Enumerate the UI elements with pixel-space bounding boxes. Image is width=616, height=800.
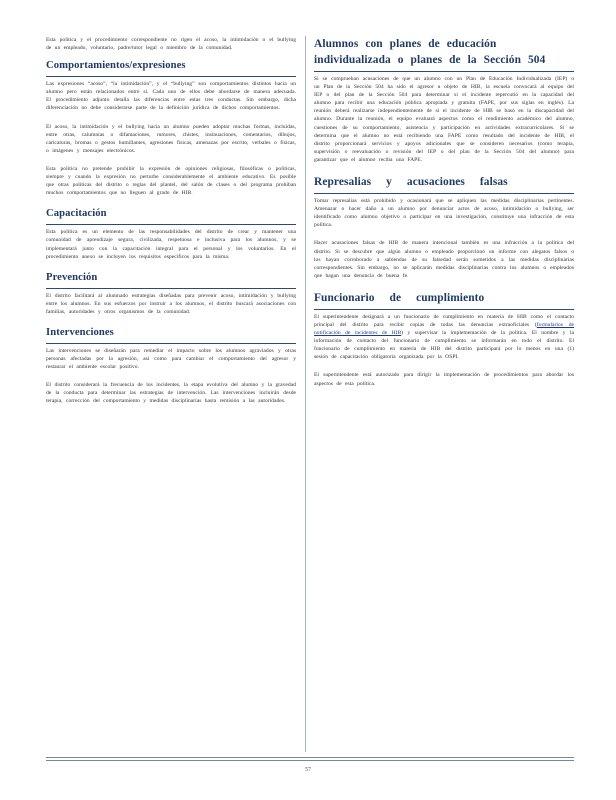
section-prevencion bbox=[46, 271, 296, 316]
footer-rule bbox=[46, 760, 574, 761]
section-iep-504 bbox=[314, 36, 574, 164]
section-intervenciones bbox=[46, 326, 296, 406]
paragraph: Esta política es un elemento de las responsabilidades del distrito de crear y mantener una comunidad de aprendizaje segura, civilizada, respetuosa e inclusiva para los alumnos, y se implementará junto con la capacitación integral para el personal y los voluntarios. En el procedimiento anexo se incluyen los requisitos específicos para la misma. bbox=[46, 229, 296, 260]
paragraph: El distrito considerará la frecuencia de los incidentes, la etapa evolutiva del alumno y la gravedad de la conducta para determinar las estrategias de intervención. Las intervenciones incluirán desde terapia, corrección del comportamiento y medidas disciplinarias hasta remisión a las autoridades. bbox=[46, 382, 296, 405]
section-funcionario bbox=[314, 290, 574, 388]
section-title: Prevención bbox=[46, 271, 296, 289]
section-title: Capacitación bbox=[46, 207, 296, 225]
text-segment: ) y supervisar la implementación de la política. El nombre y la información de contacto del funcionario de cumplimiento se informarán en todo el distrito. El funcionario de cumplimiento en materia de HIB del distrito participará por lo menos en una (1) sesión de capacitación obligatoria organizada por la OSPI. bbox=[314, 330, 574, 361]
section-capacitacion bbox=[46, 207, 296, 260]
incident-forms-link[interactable]: formularios de notificación de incidentes de HIB bbox=[314, 321, 574, 337]
section-title: Alumnos con planes de educación individualizada o planes de la Sección 504 bbox=[314, 36, 574, 72]
intro-paragraph: Esta política y el procedimiento correspondiente no rigen el acoso, la intimidación o el bullying de un empleado, voluntario, padre/tutor legal o miembro de la comunidad. bbox=[46, 37, 296, 52]
paragraph: Esta política no pretende prohibir la expresión de opiniones religiosas, filosóficas o políticas, siempre y cuando la expresión no perturbe considerablemente el ambiente educativo. Es posible que otras políticas del distrito o reglas del plantel, del salón de clases o del programa prohíban muchos comportamientos que no lleguen al grado de HIB. bbox=[46, 165, 296, 197]
paragraph: Las intervenciones se diseñarán para remediar el impacto sobre los alumnos agraviados y otras personas afectadas por la agresión, así como para cambiar el comportamiento del agresor y restaurar el ambiente escolar positivo. bbox=[46, 347, 296, 371]
paragraph: Hacer acusaciones falsas de HIB de manera intencional también es una infracción a la política del distrito. Si se descubre que algún alumno o empleado proporcionó un informe con alegatos falsos o los hayan corroborado a sabiendas de su falsedad serán sometidos a las medidas disciplinarias correspondientes. Sin embargo, no se aplicarán medidas disciplinarias contra los alumnos o empleados que hagan una denuncia de buena fe. bbox=[314, 240, 574, 279]
page-number: 57 bbox=[305, 767, 311, 773]
section-represalias bbox=[314, 174, 574, 280]
footer-rules bbox=[46, 757, 574, 761]
paragraph: Si se comprueban acusaciones de que un alumno con un Plan de Educación Individualizada (IEP) o un Plan de la Sección 504 ha sido el agresor u objeto de HIB, la escuela convocará al equipo del IEP o del plan de la Sección 504 para determinar si el incidente repercutió en la capacidad del alumno para recibir una educación pública apropiada y gratuita (FAPE, por sus siglas en inglés). La reunión deberá realizarse independientemente de si el incidente de HIB se basó en la discapacidad del alumno. Durante la reunión, el equipo evaluará aspectos como el rendimiento académico del alumno, cuestiones de su comportamiento, asistencia y participación en actividades extracurriculares. Si se determina que el alumno no está recibiendo una FAPE como resultado del incidente de HIB, el distrito proporcionará servicios y apoyos adicionales que se consideren necesarios (como terapia, supervisión o reevaluación o revisión del IEP o del plan de la Sección 504 del alumno) para garantizar que el alumno reciba una FAPE. bbox=[314, 76, 574, 163]
column-divider bbox=[305, 36, 306, 752]
section-title: Represalias y acusaciones falsas bbox=[314, 174, 574, 194]
paragraph: Las expresiones “acoso”, “la intimidación”, y el “bullying” son comportamientos distintos hacia un alumno pero están relacionados entre sí. Cada uno de ellos debe abordarse de manera adecuada. El procedimiento adjunto detalla las diferencias entre estas tres conductas. Sin embargo, dicha diferenciación no debe considerarse parte de la definición jurídica de dichos comportamientos. bbox=[46, 81, 296, 112]
text-segment: El superintendente designará a un funcionario de cumplimiento en materia de HIB como el contacto principal del distrito para recibir copias de todas las denuncias extraoficiales ( bbox=[314, 313, 574, 328]
compliance-paragraph bbox=[314, 313, 574, 362]
paragraph: El distrito facilitará al alumnado estrategias diseñadas para prevenir acoso, intimidación y bullying entre los alumnos. En sus esfuerzos por instruir a los alumnos, el distrito buscará asociaciones con familias, autoridades y otros organismos de la comunidad. bbox=[46, 292, 296, 315]
footer-rule bbox=[46, 757, 574, 758]
paragraph: Tomar represalias está prohibido y ocasionará que se apliquen las medidas disciplinarias pertinentes. Amenazar o hacer daño a un alumno por denunciar actos de acoso, intimidación o bullying, ser identificado como alumno objetivo o participar en una investigación, constituye una infracción de esta política. bbox=[314, 198, 574, 229]
section-title: Intervenciones bbox=[46, 326, 296, 344]
section-title: Funcionario de cumplimiento bbox=[314, 290, 574, 310]
paragraph: El acoso, la intimidación y el bullying hacia un alumno pueden adoptar muchas formas, incluidas, entre otras, calumnias o difamaciones, rumores, chistes, insinuaciones, comentarios, dibujos, caricaturas, bromas o gestos humillantes, agresiones físicas, amenazas por escrito, verbales o físicas, o imágenes y mensajes electrónicos. bbox=[46, 123, 296, 154]
section-comportamientos bbox=[46, 59, 296, 197]
left-column bbox=[46, 36, 296, 416]
section-title: Comportamientos/expresiones bbox=[46, 59, 296, 77]
paragraph: El superintendente está autorizado para dirigir la implementación de procedimientos para abordar los aspectos de esta política. bbox=[314, 372, 574, 387]
right-column bbox=[314, 36, 574, 398]
